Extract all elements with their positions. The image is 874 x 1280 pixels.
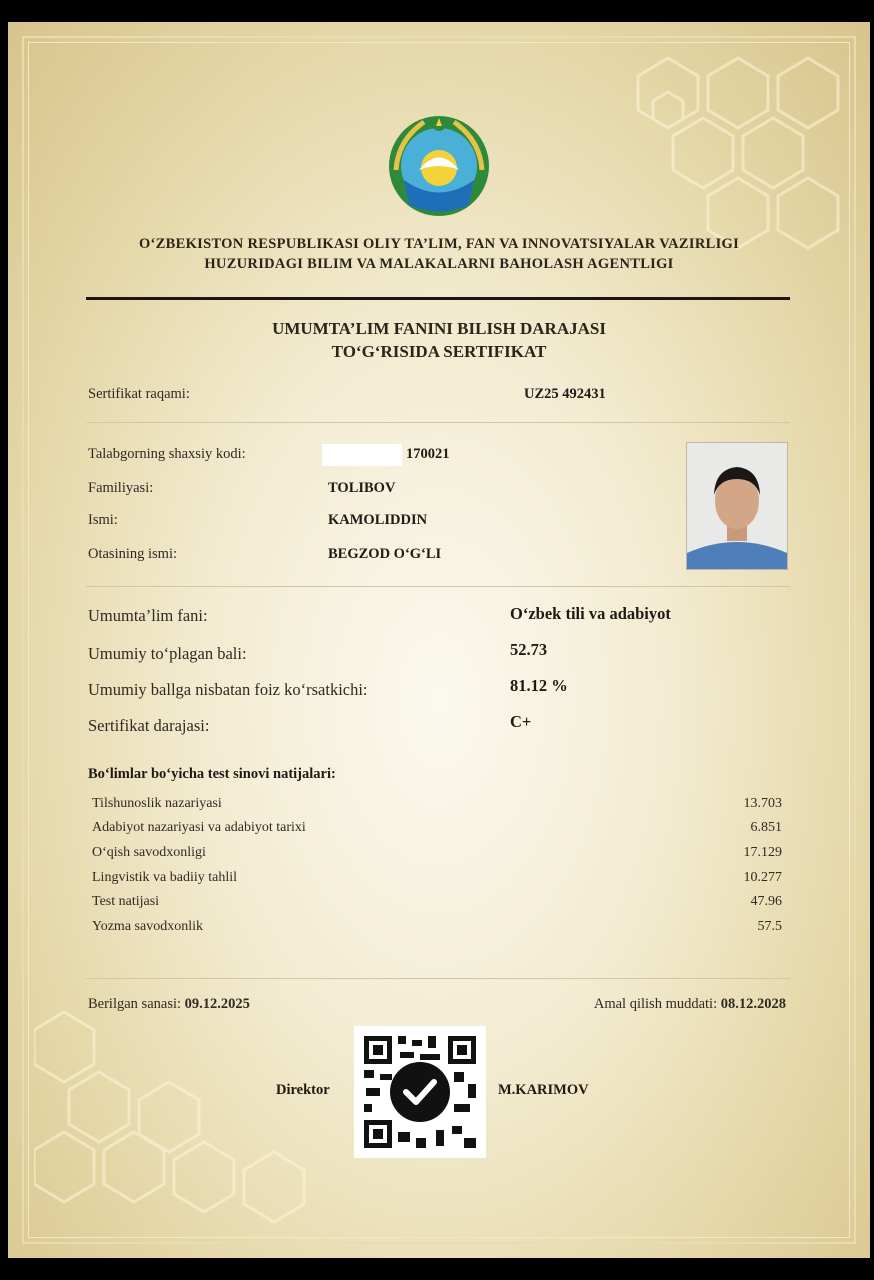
total-score-label: Umumiy to‘plagan bali: [88, 644, 247, 663]
result-row-value: 17.129 [743, 845, 782, 860]
surname-label: Familiyasi: [88, 480, 154, 496]
result-row-label: Tilshunoslik nazariyasi [92, 796, 222, 811]
personal-code-value: 170021 [406, 446, 450, 462]
result-row-label: O‘qish savodxonligi [92, 845, 206, 860]
issue-date-value: 09.12.2025 [184, 996, 250, 1012]
redacted-code [322, 444, 402, 466]
certificate-page [8, 22, 870, 1258]
valid-until-value: 08.12.2028 [720, 996, 786, 1012]
percent-value: 81.12 % [510, 676, 568, 695]
agency-line-2: HUZURIDAGI BILIM VA MALAKALARNI BAHOLASH AGENTLIGI [204, 256, 674, 272]
certificate-title-1: UMUMTA’LIM FANINI BILISH DARAJASI [272, 319, 606, 338]
qr-code-icon[interactable] [354, 1026, 486, 1158]
first-name-label: Ismi: [88, 512, 118, 528]
divider [86, 422, 790, 423]
result-row-value: 47.96 [750, 894, 782, 909]
result-row-value: 6.851 [750, 820, 782, 835]
divider [86, 586, 790, 587]
result-row-label: Lingvistik va badiiy tahlil [92, 870, 238, 885]
patronymic-label: Otasining ismi: [88, 546, 178, 562]
patronymic-value: BEGZOD O‘G‘LI [328, 546, 442, 562]
header-rule [86, 297, 790, 300]
agency-line-1: O‘ZBEKISTON RESPUBLIKASI OLIY TA’LIM, FAN VA INNOVATSIYALAR VAZIRLIGI [138, 236, 740, 252]
check-badge-icon [390, 1062, 450, 1122]
valid-until-label: Amal qilish muddati: [593, 996, 718, 1012]
director-name: M.KARIMOV [498, 1082, 589, 1098]
level-value: C+ [510, 712, 532, 731]
certificate-number-value: UZ25 492431 [524, 386, 606, 402]
result-row-label: Adabiyot nazariyasi va adabiyot tarixi [92, 820, 306, 835]
valid-until [594, 996, 786, 1013]
certificate-title-2: TO‘G‘RISIDA SERTIFIKAT [331, 342, 547, 361]
divider [86, 978, 790, 979]
results-heading: Bo‘limlar bo‘yicha test sinovi natijalari: [88, 766, 336, 782]
certificate-number-label: Sertifikat raqami: [88, 386, 190, 402]
issue-date [88, 996, 250, 1013]
result-row-value: 10.277 [743, 870, 782, 885]
result-row-value: 57.5 [757, 919, 782, 934]
result-row-label: Test natijasi [92, 894, 160, 909]
candidate-photo [686, 442, 788, 570]
personal-code-label: Talabgorning shaxsiy kodi: [88, 446, 246, 462]
total-score-value: 52.73 [510, 640, 548, 659]
issue-date-label: Berilgan sanasi: [88, 996, 182, 1012]
subject-value: O‘zbek tili va adabiyot [510, 604, 671, 623]
subject-label: Umumta’lim fani: [88, 606, 208, 625]
result-row-value: 13.703 [743, 796, 782, 811]
state-emblem-icon [384, 110, 494, 218]
director-label: Direktor [276, 1082, 330, 1098]
first-name-value: KAMOLIDDIN [328, 512, 428, 528]
result-row-label: Yozma savodxonlik [92, 919, 203, 934]
ornament-bottom-left [34, 992, 364, 1232]
level-label: Sertifikat darajasi: [88, 716, 210, 735]
surname-value: TOLIBOV [328, 480, 396, 496]
percent-label: Umumiy ballga nisbatan foiz ko‘rsatkichi: [88, 680, 368, 699]
